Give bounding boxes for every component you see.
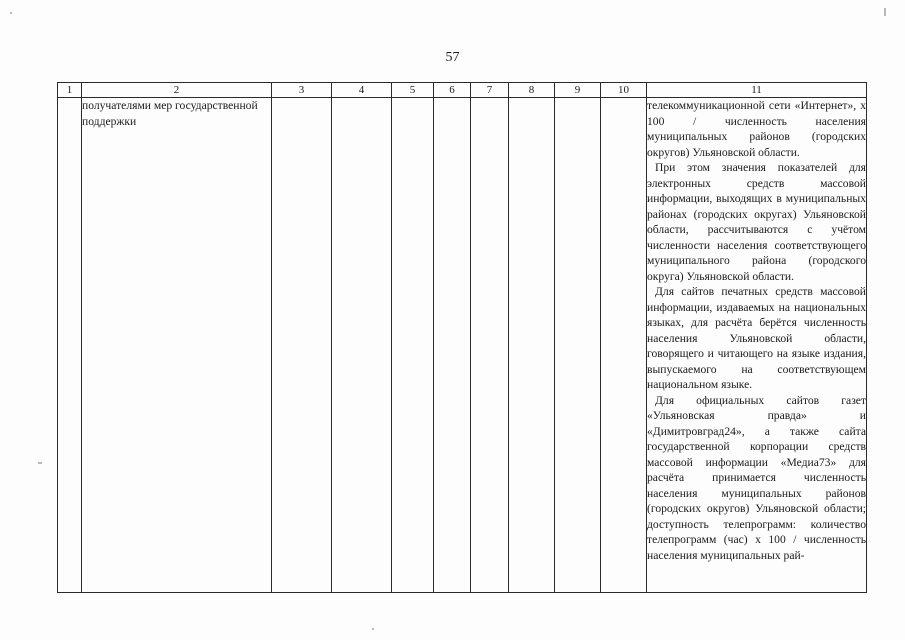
column-header-6: 6 [434, 83, 471, 98]
cell-col-11 [647, 98, 867, 593]
column-header-4: 4 [332, 83, 392, 98]
column-header-2: 2 [82, 83, 272, 98]
cell-col-9 [555, 98, 601, 593]
paragraph: Для сайтов печатных средств массовой информации, издаваемых на национальных языках, для расчёта берётся численность населения Ульяновской области, говорящего и читающего на языке издания, выпускаемого на соответствующем национальном языке. [647, 285, 866, 391]
cell-col-3 [272, 98, 332, 593]
paragraph: Для официальных сайтов газет «Ульяновская правда» и «Димитровград24», а также сайта государственной корпорации средств массовой информации «Медиа73» для расчёта принимается численность населения муниципальных районов (городских округов) Ульяновской области; доступность телепрограмм: количество телепрограмм (час) x 100 / численность населения муниципальных рай- [647, 393, 866, 562]
cell-col-1 [58, 98, 82, 593]
indicator-table [57, 82, 867, 593]
paragraph: телекоммуникационной сети «Интернет», x 100 / численность населения муниципальных районов (городских округов) Ульяновской области. [647, 99, 866, 159]
cell-col-8 [509, 98, 555, 593]
column-header-1: 1 [58, 83, 82, 98]
column-header-10: 10 [601, 83, 647, 98]
cell-col-6 [434, 98, 471, 593]
column-header-7: 7 [471, 83, 509, 98]
header-row [58, 83, 867, 98]
scan-mark [884, 8, 886, 16]
cell-col-10 [601, 98, 647, 593]
cell-col-2: получателями мер государственной поддержки [82, 98, 272, 593]
column-header-11: 11 [647, 83, 867, 98]
column-header-3: 3 [272, 83, 332, 98]
column-header-5: 5 [392, 83, 434, 98]
table-row [58, 98, 867, 593]
column-header-9: 9 [555, 83, 601, 98]
scan-mark [38, 462, 42, 464]
page-number: 57 [445, 50, 460, 65]
cell-col-5 [392, 98, 434, 593]
scan-mark [10, 12, 12, 14]
cell-col-7 [471, 98, 509, 593]
column-header-8: 8 [509, 83, 555, 98]
paragraph: При этом значения показателей для электронных средств массовой информации, выходящих в муниципальных районах (городских округах) Ульяновской области, рассчитываются с учётом численности населения соответствующего муниципального района (городского округа) Ульяновской области. [647, 161, 866, 283]
cell-col-4 [332, 98, 392, 593]
scan-mark [372, 628, 374, 630]
